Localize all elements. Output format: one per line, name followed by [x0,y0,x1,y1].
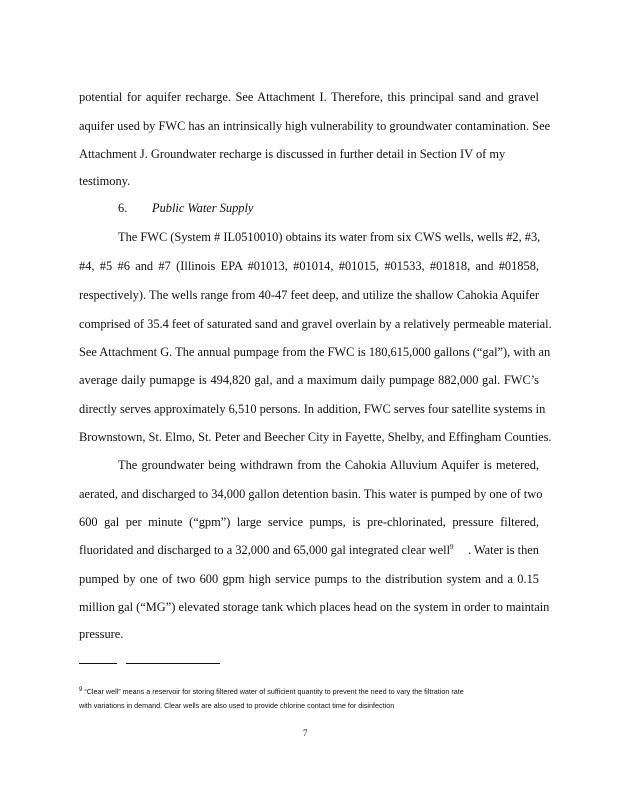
footnote-marker: 9 [79,687,83,693]
page-number: 7 [303,728,308,738]
para2-line-1: The groundwater being withdrawn from the Cahokia Alluvium Aquifer is metered, [118,458,539,472]
para2-line-5: pumped by one of two 600 gpm high service pumps to the distribution system and a 0.15 [79,572,539,586]
para2-line-3: 600 gal per minute (“gpm”) large service pumps, is pre-chlorinated, pressure filtered, [79,515,539,529]
footnote-line-1: $^9$ “Clear well” means a reservoir for storing filtered water of sufficient quantity to prevent the need to vary the filtration rate [79,687,464,696]
para1-line-3: respectively). The wells range from 40-47 feet deep, and utilize the shallow Cahokia Aquifer [79,288,539,302]
intro-line-1: potential for aquifer recharge. See Attachment I. Therefore, this principal sand and gravel [79,90,539,104]
para2-line-4-tail: . Water is then [467,543,539,557]
para2-line-2: aerated, and discharged to 34,000 gallon detention basin. This water is pumped by one of two [79,487,543,501]
section-number: 6. [118,201,128,215]
para2-line-4-text: fluoridated and discharged to a 32,000 and 65,000 gal integrated clear well$^9$ [79,543,454,557]
para1-line-1: The FWC (System # IL0510010) obtains its water from six CWS wells, wells #2, #3, [118,230,541,244]
footnote-line-2: with variations in demand. Clear wells are also used to provide chlorine contact time for disinfection [79,701,395,710]
para1-line-7: directly serves approximately 6,510 persons. In addition, FWC serves four satellite systems in [79,402,546,416]
para1-line-6: average daily pumapge is 494,820 gal, and a maximum daily pumpage 882,000 gal. FWC’s [79,373,539,387]
footnote-rule-short [79,663,117,664]
para2-line-7: pressure. [79,627,124,641]
footnote-reference: 9 [450,543,454,551]
intro-line-3: Attachment J. Groundwater recharge is discussed in further detail in Section IV of my [79,147,506,161]
footnote-rule-long [126,663,220,664]
para1-line-4: comprised of 35.4 feet of saturated sand and gravel overlain by a relatively permeable material. [79,317,552,331]
section-title: Public Water Supply [152,201,254,215]
para2-line-6: million gal (“MG”) elevated storage tank which places head on the system in order to maintain [79,600,550,614]
para1-line-5: See Attachment G. The annual pumpage from the FWC is 180,615,000 gallons (“gal”), with an [79,345,551,359]
para1-line-8: Brownstown, St. Elmo, St. Peter and Beecher City in Fayette, Shelby, and Effingham Counties. [79,430,552,444]
intro-line-2: aquifer used by FWC has an intrinsically high vulnerability to groundwater contamination. See [79,119,551,133]
intro-line-4: testimony. [79,174,131,188]
para1-line-2: #4, #5 #6 and #7 (Illinois EPA #01013, #01014, #01015, #01533, #01818, and #01858, [79,259,539,273]
para2-line-4 [79,543,539,557]
